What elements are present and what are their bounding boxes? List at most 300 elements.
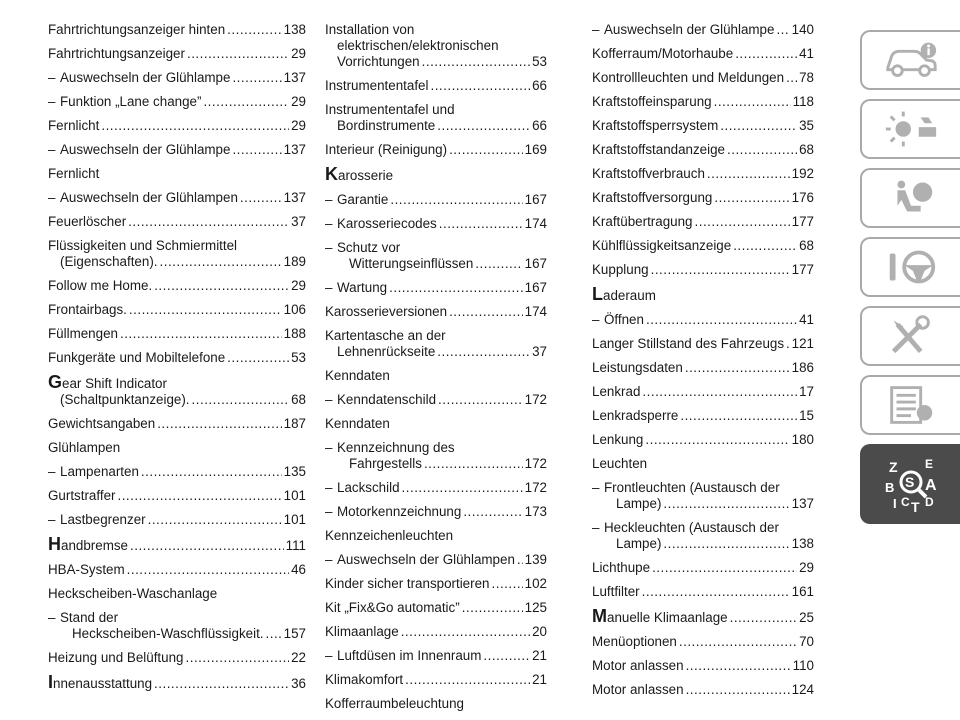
index-entry[interactable] <box>325 624 547 640</box>
entry-term: Vorrichtungen <box>337 54 420 69</box>
sub-entry-dash: – <box>48 190 56 205</box>
sub-entry-dash: – <box>592 312 600 327</box>
index-entry[interactable] <box>48 302 306 318</box>
index-entry[interactable] <box>325 504 547 520</box>
entry-term: andbremse <box>61 538 128 553</box>
sub-entry-dash: – <box>48 70 56 85</box>
leader-dots <box>733 238 797 254</box>
leader-dots <box>707 166 790 182</box>
entry-text-line: Stand der <box>60 610 119 625</box>
leader-dots <box>130 538 284 554</box>
entry-term: Bordinstrumente <box>337 118 436 133</box>
index-entry[interactable] <box>325 328 547 360</box>
index-entry[interactable] <box>592 94 814 110</box>
page-number: 169 <box>524 142 547 157</box>
entry-term: Lackschild <box>337 480 400 495</box>
tab-tools[interactable] <box>860 306 960 366</box>
index-entry[interactable] <box>48 350 306 366</box>
index-entry[interactable] <box>592 70 814 86</box>
leader-dots <box>651 262 790 278</box>
index-letter-c: C <box>901 495 910 509</box>
entry-text-line: elektrischen/elektronischen <box>337 38 499 53</box>
index-entry[interactable] <box>592 658 814 674</box>
entry-text-line: Schutz vor <box>337 240 401 255</box>
entry-term: Kraftstoffverbrauch <box>592 166 705 181</box>
entry-term: Karosseriecodes <box>337 216 437 231</box>
sub-entry-dash: – <box>592 22 600 37</box>
page-number: 177 <box>791 214 814 229</box>
index-entry[interactable] <box>48 326 306 342</box>
leader-dots <box>492 576 523 592</box>
page-number: 174 <box>524 216 547 231</box>
page-number: 172 <box>524 392 547 407</box>
page-number: 20 <box>532 624 547 639</box>
page-number: 15 <box>799 408 814 423</box>
index-column-2 <box>325 22 547 720</box>
index-entry[interactable] <box>48 562 306 578</box>
index-entry[interactable] <box>48 416 306 432</box>
entry-term: Fahrgestells <box>349 456 422 471</box>
index-entry[interactable] <box>48 586 306 602</box>
entry-term: Frontairbags. <box>48 302 127 317</box>
entry-term: Auswechseln der Glühlampe <box>60 70 231 85</box>
sub-entry-dash: – <box>325 392 333 407</box>
entry-term: Menüoptionen <box>592 634 677 649</box>
page-number: 176 <box>791 190 814 205</box>
sub-entry-dash: – <box>325 440 333 455</box>
page-number: 138 <box>283 22 306 37</box>
entry-term: Auswechseln der Glühlampen <box>60 190 238 205</box>
sub-entry-dash: – <box>325 280 333 295</box>
entry-term: Gewichtsangaben <box>48 416 156 431</box>
sub-entry-dash: – <box>325 240 333 255</box>
index-entry[interactable] <box>325 192 547 208</box>
index-letter-b: B <box>885 480 895 495</box>
entry-text-line: Installation von <box>325 22 415 37</box>
page-number: 53 <box>532 54 547 69</box>
index-entry[interactable] <box>592 118 814 134</box>
index-entry[interactable] <box>325 440 547 472</box>
entry-term: Klimaanlage <box>325 624 399 639</box>
leader-dots <box>786 336 790 352</box>
leader-dots <box>517 552 523 568</box>
index-entry[interactable] <box>325 240 547 272</box>
sub-entry-dash: – <box>48 610 56 625</box>
entry-term: Kontrollleuchten und Meldungen <box>592 70 785 85</box>
page-number: 161 <box>791 584 814 599</box>
entry-term: Lehnenrückseite <box>337 344 436 359</box>
entry-term: Lastbegrenzer <box>60 512 146 527</box>
index-entry[interactable] <box>592 166 814 182</box>
index-letter-t: T <box>911 499 920 514</box>
sub-entry-dash: – <box>325 648 333 663</box>
index-entry[interactable] <box>592 262 814 278</box>
page-number: 29 <box>291 278 306 293</box>
drop-capital: G <box>48 372 63 392</box>
leader-dots <box>120 326 282 342</box>
page-number: 135 <box>283 464 306 479</box>
index-entry[interactable] <box>592 456 814 472</box>
page-number: 167 <box>524 256 547 271</box>
index-entry[interactable] <box>592 312 814 328</box>
index-entry[interactable] <box>592 286 814 304</box>
entry-term: Kraftübertragung <box>592 214 693 229</box>
leader-dots <box>240 190 282 206</box>
index-letter-e: E <box>925 457 934 471</box>
index-entry[interactable] <box>325 304 547 320</box>
sub-entry-dash: – <box>48 94 56 109</box>
entry-term: Leistungsdaten <box>592 360 683 375</box>
leader-dots <box>462 600 523 616</box>
entry-term: anuelle Klimaanlage <box>607 610 728 625</box>
leader-dots <box>401 624 530 640</box>
leader-dots <box>483 648 530 664</box>
tab-steering-wheel[interactable] <box>860 237 960 297</box>
entry-term: Auswechseln der Glühlampe <box>604 22 775 37</box>
page-number: 68 <box>799 238 814 253</box>
drop-capital: L <box>592 284 603 304</box>
leader-dots <box>101 118 289 134</box>
page-number: 172 <box>524 456 547 471</box>
page-number: 101 <box>283 488 306 503</box>
page-number: 29 <box>291 118 306 133</box>
entry-text-line: Kennzeichnung des <box>337 440 455 455</box>
page-number: 167 <box>524 192 547 207</box>
entry-term: Heizung und Belüftung <box>48 650 184 665</box>
leader-dots <box>663 536 789 552</box>
sub-entry-dash: – <box>325 480 333 495</box>
page-number: 66 <box>532 118 547 133</box>
sub-entry-dash: – <box>325 504 333 519</box>
index-entry[interactable] <box>592 520 814 552</box>
page-number: 68 <box>799 142 814 157</box>
entry-term: Heckscheiben-Waschanlage <box>48 586 218 601</box>
entry-term: Kinder sicher transportieren <box>325 576 490 591</box>
entry-term: Kennzeichenleuchten <box>325 528 454 543</box>
index-entry[interactable] <box>48 94 306 110</box>
leader-dots <box>157 416 281 432</box>
leader-dots <box>437 344 530 360</box>
index-entry[interactable] <box>48 464 306 480</box>
page-number: 110 <box>792 658 814 673</box>
leader-dots <box>154 278 289 294</box>
page-number: 118 <box>792 94 814 109</box>
index-entry[interactable] <box>592 238 814 254</box>
tab-alphabetical-index[interactable] <box>860 444 960 524</box>
leader-dots <box>390 192 522 208</box>
index-entry[interactable] <box>592 634 814 650</box>
index-entry[interactable] <box>325 368 547 384</box>
entry-term: Kenndatenschild <box>337 392 437 407</box>
leader-dots <box>154 676 289 692</box>
entry-term: Karosserieversionen <box>325 304 448 319</box>
leader-dots <box>679 634 797 650</box>
leader-dots <box>680 408 797 424</box>
index-entry[interactable] <box>325 78 547 94</box>
leader-dots <box>141 464 282 480</box>
index-entry[interactable] <box>48 214 306 230</box>
leader-dots <box>642 584 790 600</box>
leader-dots <box>160 254 282 270</box>
leader-dots <box>192 392 290 408</box>
page-number: 41 <box>799 312 814 327</box>
index-entry[interactable] <box>48 278 306 294</box>
index-entry[interactable] <box>592 408 814 424</box>
sub-entry-dash: – <box>592 520 600 535</box>
index-entry[interactable] <box>48 70 306 86</box>
index-entry[interactable] <box>48 22 306 38</box>
leader-dots <box>786 70 797 86</box>
index-entry[interactable] <box>592 560 814 576</box>
page-number: 66 <box>532 78 547 93</box>
index-entry[interactable] <box>48 488 306 504</box>
page-number: 121 <box>791 336 814 351</box>
sub-entry-dash: – <box>48 512 56 527</box>
index-entry[interactable] <box>592 384 814 400</box>
entry-term: Motor anlassen <box>592 658 684 673</box>
leader-dots <box>714 190 789 206</box>
leader-dots <box>232 142 281 158</box>
leader-dots <box>730 610 797 626</box>
steering-wheel-icon <box>882 245 940 289</box>
entry-term: Heckscheiben-Waschflüssigkeit. <box>72 626 264 641</box>
leader-dots <box>203 94 289 110</box>
index-entry[interactable] <box>48 46 306 62</box>
leader-dots <box>735 46 797 62</box>
leader-dots <box>186 650 290 666</box>
leader-dots <box>449 142 523 158</box>
entry-term: Motorkennzeichnung <box>337 504 462 519</box>
page-number: 137 <box>283 142 306 157</box>
page-number: 137 <box>791 496 814 511</box>
leader-dots <box>720 118 797 134</box>
entry-term: (Schaltpunktanzeige). <box>60 392 190 407</box>
page-number: 22 <box>291 650 306 665</box>
entry-term: Fernlicht <box>48 118 100 133</box>
page-number: 189 <box>283 254 306 269</box>
page-number: 53 <box>291 350 306 365</box>
leader-dots <box>227 350 289 366</box>
entry-term: Motor anlassen <box>592 682 684 697</box>
entry-term: Fahrtrichtungsanzeiger hinten <box>48 22 226 37</box>
entry-term: Kühlflüssigkeitsanzeige <box>592 238 732 253</box>
warning-lights-icon <box>882 107 940 151</box>
leader-dots <box>402 480 523 496</box>
index-entry[interactable] <box>48 166 306 182</box>
entry-term: Follow me Home. <box>48 278 153 293</box>
index-letter-s: S <box>905 474 915 490</box>
page-number: 25 <box>799 610 814 625</box>
entry-term: aderaum <box>603 288 656 303</box>
entry-term: Witterungseinflüssen <box>349 256 474 271</box>
index-entry[interactable] <box>325 576 547 592</box>
entry-term: Instrumententafel <box>325 78 429 93</box>
index-entry[interactable] <box>592 682 814 698</box>
index-entry[interactable] <box>325 280 547 296</box>
entry-term: Kit „Fix&Go automatic” <box>325 600 460 615</box>
page-number: 68 <box>291 392 306 407</box>
index-entry[interactable] <box>592 608 814 626</box>
leader-dots <box>117 488 281 504</box>
entry-term: Interieur (Reinigung) <box>325 142 448 157</box>
leader-dots <box>437 118 530 134</box>
index-column-3 <box>592 22 814 706</box>
entry-term: Luftfilter <box>592 584 640 599</box>
index-letter-d: D <box>925 495 934 509</box>
leader-dots <box>714 94 791 110</box>
entry-term: Garantie <box>337 192 389 207</box>
car-info-icon <box>882 38 940 82</box>
index-letter-z: Z <box>889 459 898 475</box>
leader-dots <box>424 456 523 472</box>
entry-term: nnenausstattung <box>53 676 153 691</box>
page-number: 187 <box>283 416 306 431</box>
entry-text-line: Flüssigkeiten und Schmiermittel <box>48 238 238 253</box>
tab-airbag-seat[interactable] <box>860 168 960 228</box>
alphabetical-index-icon <box>881 454 941 514</box>
drop-capital: M <box>592 606 607 626</box>
page-number: 172 <box>524 480 547 495</box>
leader-dots <box>727 142 797 158</box>
leader-dots <box>266 626 282 642</box>
page-number: 17 <box>799 384 814 399</box>
page-number: 137 <box>283 190 306 205</box>
drop-capital: K <box>325 164 338 184</box>
index-entry[interactable] <box>325 416 547 432</box>
entry-term: Langer Stillstand des Fahrzeugs <box>592 336 785 351</box>
index-entry[interactable] <box>325 696 547 712</box>
entry-term: Kenndaten <box>325 416 390 431</box>
drop-capital: I <box>48 672 54 692</box>
leader-dots <box>685 360 790 376</box>
sub-entry-dash: – <box>325 552 333 567</box>
index-entry[interactable] <box>48 374 306 408</box>
leader-dots <box>646 312 797 328</box>
leader-dots <box>463 504 522 520</box>
index-entry[interactable] <box>325 480 547 496</box>
index-entry[interactable] <box>592 432 814 448</box>
leader-dots <box>389 280 523 296</box>
entry-term: Fernlicht <box>48 166 100 181</box>
page-number: 36 <box>291 676 306 691</box>
index-letter-a: A <box>925 477 937 494</box>
entry-term: Gurtstraffer <box>48 488 116 503</box>
index-entry[interactable] <box>48 142 306 158</box>
tab-car-info[interactable] <box>860 30 960 90</box>
page-number: 137 <box>283 70 306 85</box>
specs-list-icon <box>882 383 940 427</box>
index-entry[interactable] <box>325 102 547 134</box>
index-letter-i: I <box>893 496 897 511</box>
index-column-1 <box>48 22 306 700</box>
index-entry[interactable] <box>592 360 814 376</box>
index-entry[interactable] <box>592 190 814 206</box>
page-number: 186 <box>791 360 814 375</box>
index-entry[interactable] <box>325 166 547 184</box>
page-number: 46 <box>291 562 306 577</box>
index-entry[interactable] <box>325 648 547 664</box>
airbag-seat-icon <box>882 176 940 220</box>
leader-dots <box>227 22 281 38</box>
page-number: 37 <box>532 344 547 359</box>
index-entry[interactable] <box>592 214 814 230</box>
leader-dots <box>776 22 789 38</box>
page-number: 174 <box>524 304 547 319</box>
index-entry[interactable] <box>325 392 547 408</box>
entry-term: Funktion „Lane change” <box>60 94 202 109</box>
index-entry[interactable] <box>48 440 306 456</box>
leader-dots <box>129 302 282 318</box>
page-number: 101 <box>283 512 306 527</box>
entry-term: HBA-System <box>48 562 125 577</box>
index-entry[interactable] <box>48 190 306 206</box>
tab-warning-lights[interactable] <box>860 99 960 159</box>
entry-term: (Eigenschaften). <box>60 254 158 269</box>
entry-term: Auswechseln der Glühlampe <box>60 142 231 157</box>
entry-text-line: ear Shift Indicator <box>62 376 167 391</box>
page-number: 37 <box>291 214 306 229</box>
page-number: 29 <box>799 560 814 575</box>
index-entry[interactable] <box>592 22 814 38</box>
index-entry[interactable] <box>325 600 547 616</box>
sub-entry-dash: – <box>325 192 333 207</box>
index-entry[interactable] <box>325 216 547 232</box>
leader-dots <box>652 560 797 576</box>
entry-term: Lampenarten <box>60 464 139 479</box>
entry-term: Feuerlöscher <box>48 214 127 229</box>
index-entry[interactable] <box>48 650 306 666</box>
index-entry[interactable] <box>325 22 547 70</box>
page-number: 111 <box>285 538 306 553</box>
entry-term: Wartung <box>337 280 388 295</box>
index-entry[interactable] <box>592 480 814 512</box>
index-entry[interactable] <box>48 674 306 692</box>
index-entry[interactable] <box>325 142 547 158</box>
page-number: 21 <box>532 672 547 687</box>
page-number: 139 <box>524 552 547 567</box>
entry-term: Fahrtrichtungsanzeiger <box>48 46 185 61</box>
index-entry[interactable] <box>48 238 306 270</box>
index-entry[interactable] <box>48 118 306 134</box>
page-number: 140 <box>791 22 814 37</box>
leader-dots <box>645 432 789 448</box>
entry-text-line: Instrumententafel und <box>325 102 455 117</box>
sub-entry-dash: – <box>592 480 600 495</box>
index-entry[interactable] <box>592 584 814 600</box>
entry-term: Luftdüsen im Innenraum <box>337 648 482 663</box>
page-number: 102 <box>524 576 547 591</box>
index-entry[interactable] <box>48 610 306 642</box>
page-number: 106 <box>283 302 306 317</box>
index-entry[interactable] <box>48 512 306 528</box>
tab-specs-list[interactable] <box>860 375 960 435</box>
index-entry[interactable] <box>592 142 814 158</box>
entry-text-line: Kartentasche an der <box>325 328 446 343</box>
page-number: 124 <box>791 682 814 697</box>
index-entry[interactable] <box>325 552 547 568</box>
index-entry[interactable] <box>325 528 547 544</box>
leader-dots <box>695 214 790 230</box>
page-number: 138 <box>791 536 814 551</box>
entry-text-line: Frontleuchten (Austausch der <box>604 480 780 495</box>
entry-term: Funkgeräte und Mobiltelefone <box>48 350 226 365</box>
leader-dots <box>686 682 790 698</box>
index-entry[interactable] <box>48 536 306 554</box>
index-entry[interactable] <box>592 336 814 352</box>
page-number: 177 <box>791 262 814 277</box>
page-number: 29 <box>291 94 306 109</box>
index-entry[interactable] <box>592 46 814 62</box>
